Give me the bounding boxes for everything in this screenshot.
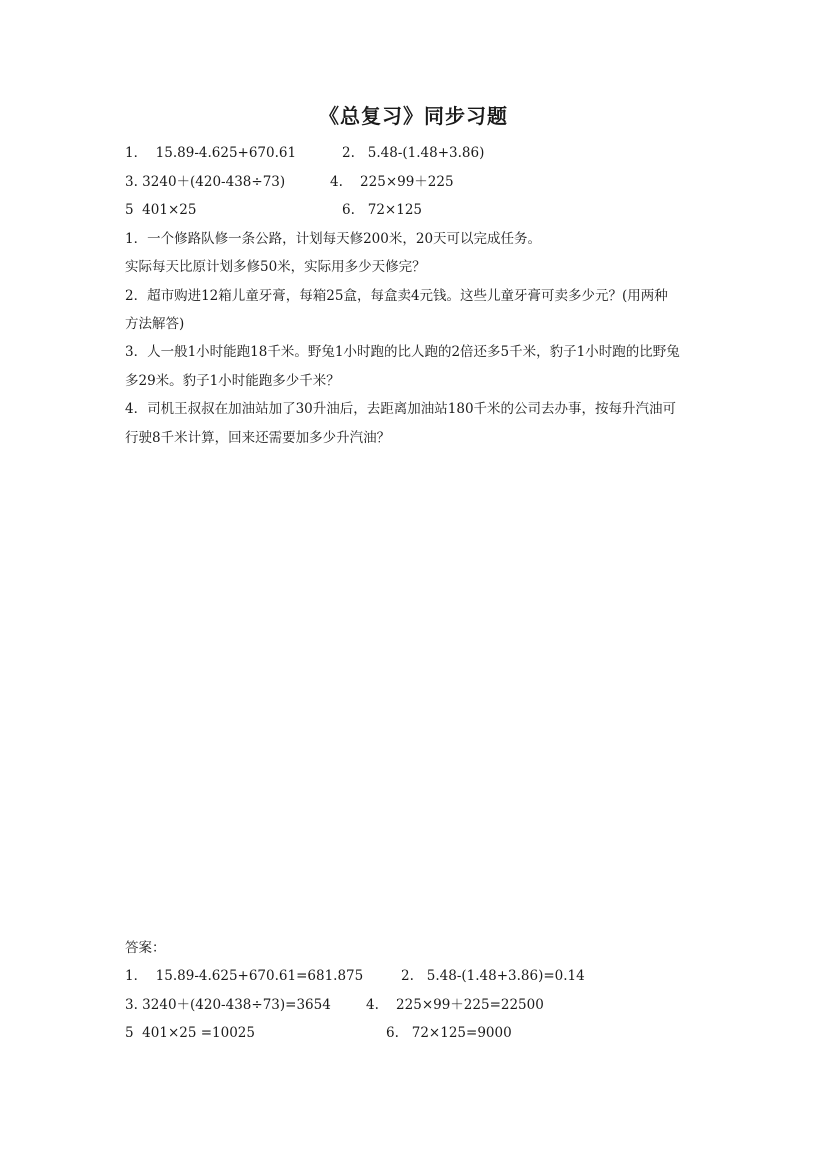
calc-row-1-left: 1． 15.89-4.625+670.61 <box>125 145 297 161</box>
word-problem-line-7: 4．司机王叔叔在加油站加了30升油后，去距离加油站180千米的公司去办事，按每升汽油可 <box>125 401 677 417</box>
calc-row-3-left: 5 401×25 <box>125 202 197 218</box>
answers-heading: 答案： <box>125 940 166 956</box>
calc-row-2-left: 3. 3240＋(420-438÷73) <box>125 174 286 190</box>
answer-row-1-right: 2. 5.48-(1.48+3.86)=0.14 <box>401 968 585 984</box>
document-title: 《总复习》同步习题 <box>319 104 508 128</box>
answer-row-2-right: 4. 225×99＋225=22500 <box>366 997 544 1013</box>
answer-row-2-left: 3. 3240＋(420-438÷73)=3654 <box>125 997 331 1013</box>
answer-row-1-left: 1． 15.89-4.625+670.61=681.875 <box>125 968 364 984</box>
word-problem-line-3: 2．超市购进12箱儿童牙膏，每箱25盒，每盒卖4元钱。这些儿童牙膏可卖多少元？(用两种 <box>125 288 668 304</box>
calc-row-1-right: 2. 5.48-(1.48+3.86) <box>342 145 485 161</box>
answer-row-3-left: 5 401×25 =10025 <box>125 1025 255 1041</box>
word-problem-line-6: 多29米。豹子1小时能跑多少千米？ <box>125 373 340 389</box>
word-problem-line-1: 1．一个修路队修一条公路，计划每天修200米，20天可以完成任务。 <box>125 231 542 247</box>
word-problem-line-2: 实际每天比原计划多修50米，实际用多少天修完？ <box>125 259 426 275</box>
word-problem-line-5: 3．人一般1小时能跑18千米。野兔1小时跑的比人跑的2倍还多5千米，豹子1小时跑的比野兔 <box>125 344 680 360</box>
calc-row-2-right: 4. 225×99＋225 <box>330 174 454 190</box>
calc-row-3-right: 6. 72×125 <box>342 202 423 218</box>
word-problem-line-4: 方法解答) <box>125 316 185 332</box>
answer-row-3-right: 6. 72×125=9000 <box>386 1025 512 1041</box>
word-problem-line-8: 行驶8千米计算，回来还需要加多少升汽油？ <box>125 430 391 446</box>
